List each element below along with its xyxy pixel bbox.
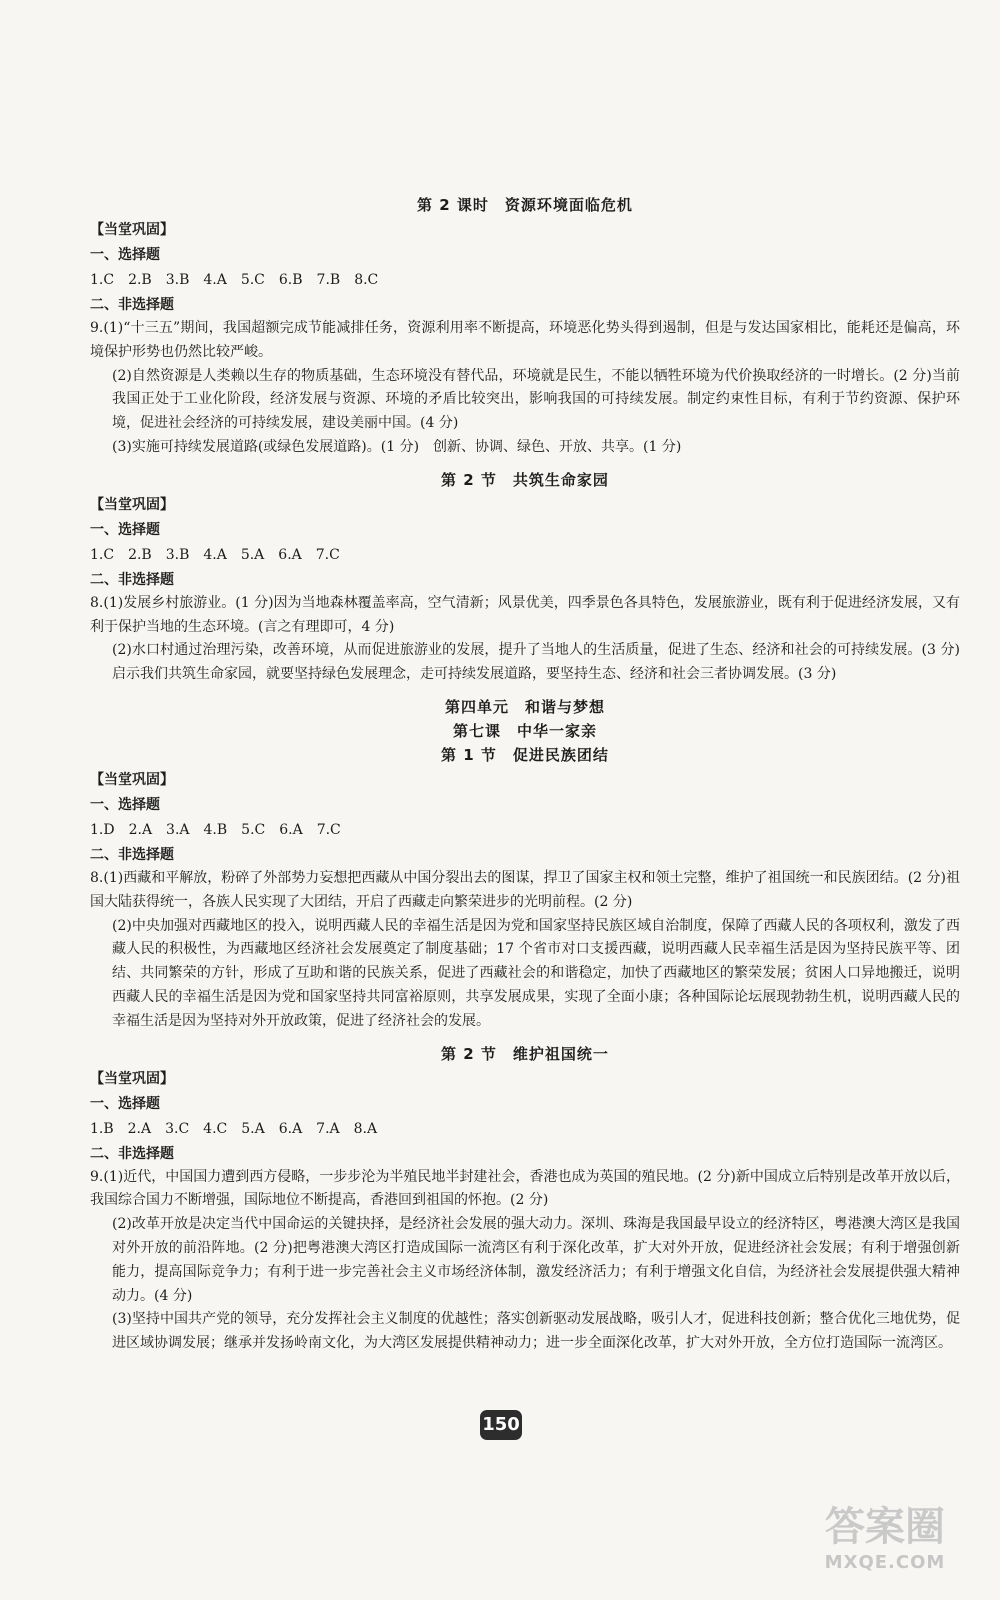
page-number: 150 <box>480 1410 522 1440</box>
section-tag: 【当堂巩固】 <box>90 1070 174 1087</box>
section-tag: 【当堂巩固】 <box>90 496 174 513</box>
answer-paragraph: (2)自然资源是人类赖以生存的物质基础，生态环境没有替代品，环境就是民生，不能以牺牲环境为代价换取经济的一时增长。(2 分)当前我国正处于工业化阶段，经济发展与资源、环境的矛盾比较突出，影响我国的可持续发展。制定约束性目标，有利于节约资源、保护环境，促进社会经济的可持续发展，建设美丽中国。(4 分) <box>112 367 960 432</box>
answer-page <box>90 193 960 1356</box>
section-tag: 【当堂巩固】 <box>90 771 174 788</box>
section-title: 第 1 节 促进民族团结 <box>441 745 609 764</box>
choice-heading: 一、选择题 <box>90 796 160 813</box>
choice-answers: 1.C 2.B 3.B 4.A 5.A 6.A 7.C <box>90 546 340 563</box>
answer-paragraph: 9.(1)近代，中国国力遭到西方侵略，一步步沦为半殖民地半封建社会，香港也成为英国的殖民地。(2 分)新中国成立后特别是改革开放以后，我国综合国力不断增强，国际地位不断提高，香港回到祖国的怀抱。(2 分) <box>90 1168 960 1209</box>
answer-paragraph: (2)中央加强对西藏地区的投入，说明西藏人民的幸福生活是因为党和国家坚持民族区域自治制度，保障了西藏人民的各项权利，激发了西藏人民的积极性，为西藏地区经济社会发展奠定了制度基础；17 个省市对口支援西藏，说明西藏人民幸福生活是因为坚持民族平等、团结、共同繁荣的方针，形成了互助和谐的民族关系，促进了西藏社会的和谐稳定，加快了西藏地区的繁荣发展；贫困人口异地搬迁，说明西藏人民的幸福生活是因为党和国家坚持共同富裕原则，共享发展成果，实现了全面小康；各种国际论坛展现勃勃生机，说明西藏人民的幸福生活是因为坚持对外开放政策，促进了经济社会的发展。 <box>112 917 960 1029</box>
watermark-logo: 答案圈 <box>825 1504 945 1550</box>
choice-answers: 1.C 2.B 3.B 4.A 5.C 6.B 7.B 8.C <box>90 272 379 288</box>
answer-paragraph: 9.(1)“十三五”期间，我国超额完成节能减排任务，资源利用率不断提高，环境恶化势头得到遏制，但是与发达国家相比，能耗还是偏高，环境保护形势也仍然比较严峻。 <box>90 320 960 360</box>
answer-paragraph: 8.(1)发展乡村旅游业。(1 分)因为当地森林覆盖率高，空气清新；风景优美，四季景色各具特色，发展旅游业，既有利于促进经济发展，又有利于保护当地的生态环境。(言之有理即可，4 分) <box>90 594 960 635</box>
non-choice-heading: 二、非选择题 <box>90 846 174 863</box>
section-title: 第 2 节 共筑生命家园 <box>441 470 609 489</box>
unit-title: 第四单元 和谐与梦想 <box>444 697 605 716</box>
answer-paragraph: 8.(1)西藏和平解放，粉碎了外部势力妄想把西藏从中国分裂出去的图谋，捍卫了国家主权和领土完整，维护了祖国统一和民族团结。(2 分)祖国大陆获得统一，各族人民实现了大团结，开启了西藏走向繁荣进步的光明前程。(2 分) <box>90 869 960 910</box>
choice-heading: 一、选择题 <box>90 521 160 538</box>
answer-paragraph: (2)水口村通过治理污染，改善环境，从而促进旅游业的发展，提升了当地人的生活质量，促进了生态、经济和社会的可持续发展。(3 分)启示我们共筑生命家园，就要坚持绿色发展理念，走可持续发展道路，要坚持生态、经济和社会三者协调发展。(3 分) <box>112 642 960 683</box>
choice-answers: 1.B 2.A 3.C 4.C 5.A 6.A 7.A 8.A <box>90 1120 378 1137</box>
non-choice-heading: 二、非选择题 <box>90 571 174 588</box>
non-choice-heading: 二、非选择题 <box>90 1145 174 1162</box>
section-title: 第 2 课时 资源环境面临危机 <box>417 196 633 214</box>
section-title: 第 2 节 维护祖国统一 <box>441 1044 609 1063</box>
lesson-title: 第七课 中华一家亲 <box>452 721 597 740</box>
answer-paragraph: (3)实施可持续发展道路(或绿色发展道路)。(1 分) 创新、协调、绿色、开放、共享。(1 分) <box>112 438 682 455</box>
answer-paragraph: (2)改革开放是决定当代中国命运的关键抉择，是经济社会发展的强大动力。深圳、珠海是我国最早设立的经济特区，粤港澳大湾区是我国对外开放的前沿阵地。(2 分)把粤港澳大湾区打造成国际一流湾区有利于深化改革，扩大对外开放，促进经济社会发展；有利于增强创新能力，提高国际竞争力；有利于进一步完善社会主义市场经济体制，激发经济活力；有利于增强文化自信，为经济社会发展提供强大精神动力。(4 分) <box>112 1216 960 1304</box>
choice-heading: 一、选择题 <box>90 1095 160 1112</box>
answer-paragraph: (3)坚持中国共产党的领导，充分发挥社会主义制度的优越性；落实创新驱动发展战略，吸引人才，促进科技创新；整合优化三地优势，促进区域协调发展；继承并发扬岭南文化，为大湾区发展提供精神动力；进一步全面深化改革，扩大对外开放，全方位打造国际一流湾区。 <box>112 1311 960 1352</box>
choice-answers: 1.D 2.A 3.A 4.B 5.C 6.A 7.C <box>90 821 341 838</box>
non-choice-heading: 二、非选择题 <box>90 297 174 313</box>
section-tag: 【当堂巩固】 <box>90 222 174 238</box>
choice-heading: 一、选择题 <box>90 247 160 263</box>
watermark-site: MXQE.COM <box>824 1552 946 1573</box>
